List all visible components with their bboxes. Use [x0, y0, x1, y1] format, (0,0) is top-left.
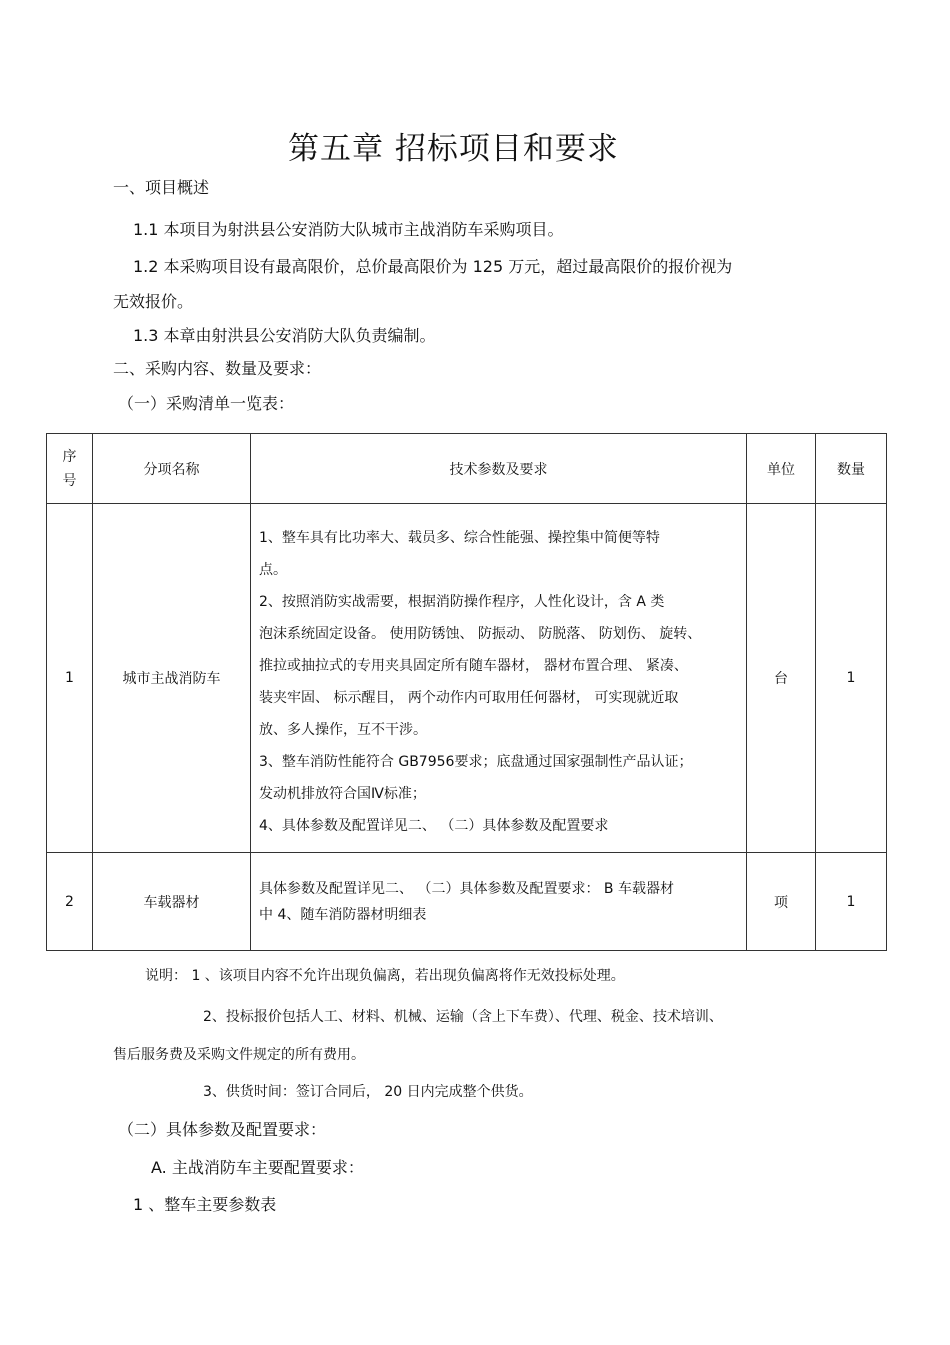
- row-seq: 1: [47, 504, 93, 853]
- header-seq: 序 号: [47, 434, 93, 504]
- paragraph-1-1: 1.1 本项目为射洪县公安消防大队城市主战消防车采购项目。: [133, 220, 564, 239]
- header-tech-params: 技术参数及要求: [251, 434, 747, 504]
- row-unit: 台: [747, 504, 816, 853]
- table-row: [47, 504, 887, 853]
- row-seq: 2: [47, 853, 93, 951]
- header-item-name: 分项名称: [93, 434, 251, 504]
- note-2-line2: 售后服务费及采购文件规定的所有费用。: [113, 1047, 365, 1063]
- row-quantity: 1: [816, 504, 887, 853]
- paragraph-1-2-line2: 无效报价。: [113, 292, 194, 311]
- row-tech-params: 具体参数及配置详见二、 （二）具体参数及配置要求： B 车载器材 中 4、随车消防器材明细表: [251, 853, 747, 951]
- subsection-heading-list: （一）采购清单一览表：: [118, 394, 295, 413]
- note-1: 说明： 1 、该项目内容不允许出现负偏离，若出现负偏离将作无效投标处理。: [145, 968, 625, 984]
- section-heading-overview: 一、项目概述: [113, 178, 210, 197]
- row-unit: 项: [747, 853, 816, 951]
- row-quantity: 1: [816, 853, 887, 951]
- page-title: 第五章 招标项目和要求: [288, 131, 619, 167]
- note-2-line1: 2、投标报价包括人工、材料、机械、运输（含上下车费）、代理、税金、技术培训、: [203, 1009, 723, 1025]
- procurement-table: [46, 433, 887, 951]
- header-quantity: 数量: [816, 434, 887, 504]
- section-heading-procurement: 二、采购内容、数量及要求：: [113, 359, 322, 378]
- row-tech-params: 1、整车具有比功率大、载员多、综合性能强、操控集中简便等特 点。 2、按照消防实战需要，根据消防操作程序，人性化设计，含 A 类 泡沫系统固定设备。 使用防锈蚀、 防振动、 防脱落、 防划伤、 旋转、 推拉或抽拉式的专用夹具固定所有随车器材， 器材布置合理、 紧凑、 装夹牢固、 标示醒目， 两个动作内可取用任何器材， 可实现就近取 放、多人操作，互不干涉。 3、整车消防性能符合 GB7956要求；底盘通过国家强制性产品认证； 发动机排放符合国Ⅳ标准； 4、具体参数及配置详见二、 （二）具体参数及配置要求: [251, 504, 747, 853]
- row-item-name: 车载器材: [93, 853, 251, 951]
- table-header-row: [47, 434, 887, 504]
- row-item-name: 城市主战消防车: [93, 504, 251, 853]
- heading-main-params: 1 、整车主要参数表: [133, 1195, 277, 1214]
- header-unit: 单位: [747, 434, 816, 504]
- note-3: 3、供货时间：签订合同后， 20 日内完成整个供货。: [203, 1084, 533, 1100]
- heading-main-config: A. 主战消防车主要配置要求：: [151, 1158, 364, 1177]
- table-row: [47, 853, 887, 951]
- paragraph-1-2-line1: 1.2 本采购项目设有最高限价，总价最高限价为 125 万元，超过最高限价的报价视为: [133, 257, 733, 276]
- paragraph-1-3: 1.3 本章由射洪县公安消防大队负责编制。: [133, 326, 436, 345]
- subsection-heading-config: （二）具体参数及配置要求：: [118, 1120, 327, 1139]
